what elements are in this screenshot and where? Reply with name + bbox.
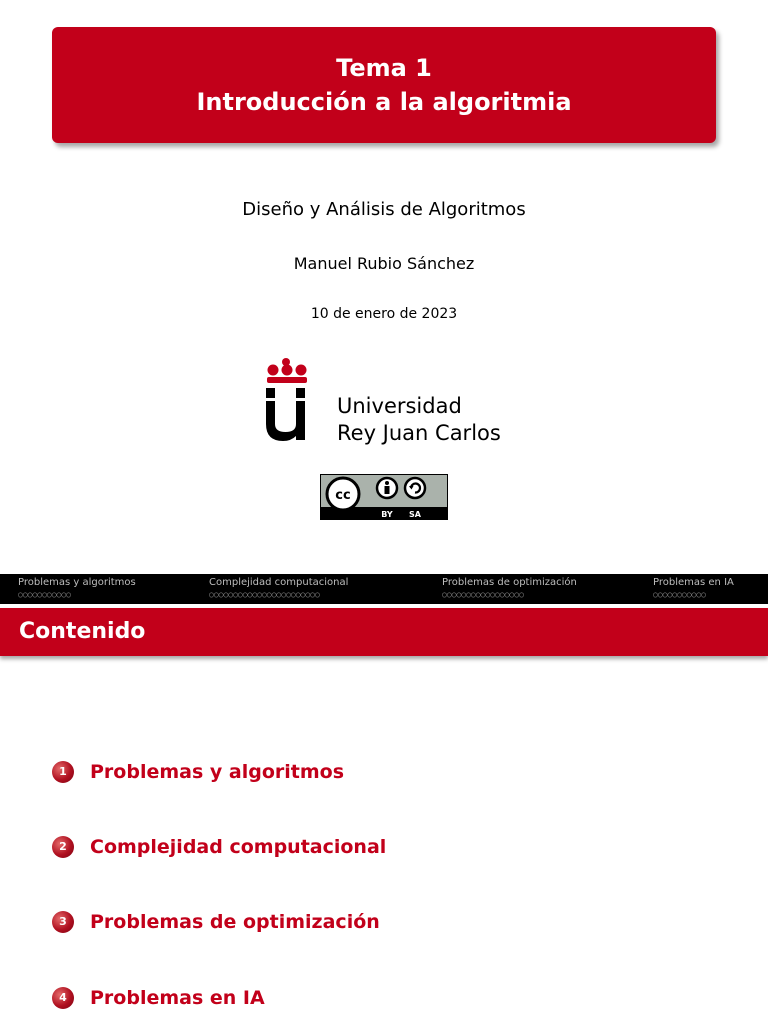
university-name-line-1: Universidad: [337, 394, 462, 418]
nav-section-problemas-de-optimizacion[interactable]: Problemas de optimización: [442, 577, 577, 588]
university-logo: [262, 352, 522, 447]
by-label: BY: [381, 510, 393, 519]
toc-number-1: 1: [52, 761, 74, 783]
frame-title-bar: [0, 608, 768, 656]
nav-slide-dots-3[interactable]: ○○○○○○○○○○○○○○○○○: [442, 590, 524, 599]
author-name: Manuel Rubio Sánchez: [293, 254, 475, 273]
title-line-1: Tema 1: [336, 54, 432, 82]
title-box: [52, 27, 716, 143]
toc-item-1[interactable]: [52, 757, 344, 787]
nav-section-problemas-y-algoritmos[interactable]: Problemas y algoritmos: [18, 577, 136, 588]
nav-slide-dots-1[interactable]: ○○○○○○○○○○○: [18, 590, 71, 599]
toc-number-3: 3: [52, 911, 74, 933]
toc-label-4[interactable]: Problemas en IA: [90, 987, 265, 1009]
toc-number-4: 4: [52, 987, 74, 1009]
toc-label-1[interactable]: Problemas y algoritmos: [90, 761, 345, 783]
creative-commons-by-sa-icon: [320, 474, 448, 520]
sa-label: SA: [409, 510, 421, 519]
toc-label-3[interactable]: Problemas de optimización: [90, 911, 380, 933]
urjc-logo-icon: [262, 352, 332, 447]
university-name-line-2: Rey Juan Carlos: [337, 421, 501, 445]
nav-slide-dots-2[interactable]: ○○○○○○○○○○○○○○○○○○○○○○○: [209, 590, 320, 599]
section-navigation-bar: [0, 574, 768, 604]
course-subtitle: Diseño y Análisis de Algoritmos: [242, 199, 526, 220]
nav-slide-dots-4[interactable]: ○○○○○○○○○○○: [653, 590, 706, 599]
toc-number-2: 2: [52, 836, 74, 858]
toc-item-4[interactable]: [52, 983, 265, 1013]
nav-section-complejidad-computacional[interactable]: Complejidad computacional: [209, 577, 349, 588]
toc-item-2[interactable]: [52, 832, 386, 862]
toc-label-2[interactable]: Complejidad computacional: [90, 836, 387, 858]
title-line-2: Introducción a la algoritmia: [196, 88, 572, 116]
toc-item-3[interactable]: [52, 907, 380, 937]
cc-label: cc: [335, 488, 351, 503]
nav-section-problemas-en-ia[interactable]: Problemas en IA: [653, 577, 734, 588]
presentation-date: 10 de enero de 2023: [310, 306, 458, 322]
frame-title: Contenido: [19, 619, 146, 644]
